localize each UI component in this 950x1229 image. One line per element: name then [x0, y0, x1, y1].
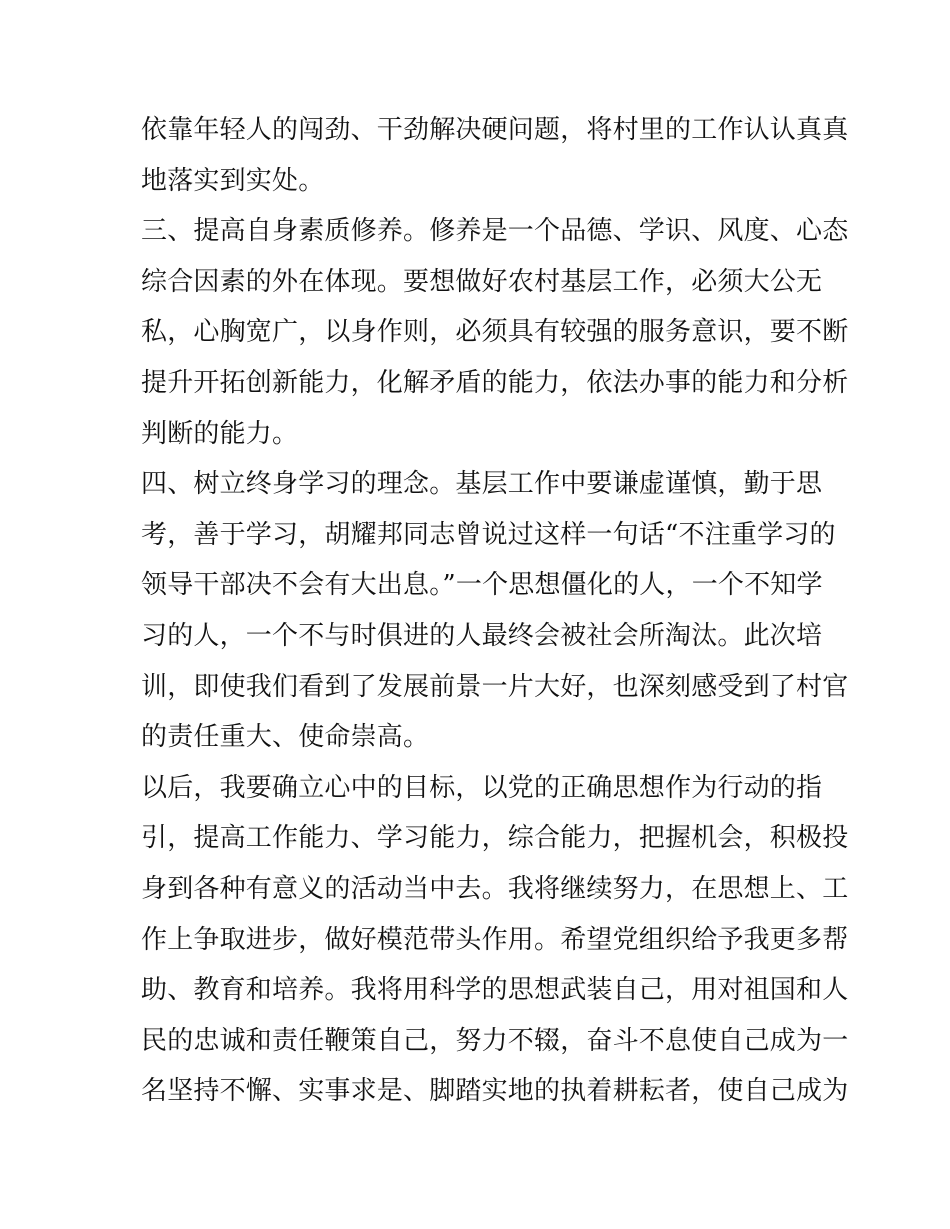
- text-line: 依靠年轻人的闯劲、干劲解决硬问题，将村里的工作认认真真: [141, 115, 849, 145]
- text-line: 身到各种有意义的活动当中去。我将继续努力，在思想上、工: [141, 873, 849, 904]
- text-line: 四、树立终身学习的理念。基层工作中要谦虚谨慎，勤于思: [141, 469, 823, 500]
- text-line: 的责任重大、使命崇高。: [141, 722, 430, 753]
- text-line: 领导干部决不会有大出息。”一个思想僵化的人，一个不知学: [141, 570, 823, 601]
- text-line: 助、教育和培养。我将用科学的思想武装自己，用对祖国和人: [141, 975, 849, 1006]
- text-line: 综合因素的外在体现。要想做好农村基层工作，必须大公无: [141, 266, 823, 297]
- text-line: 地落实到实处。: [141, 165, 325, 196]
- document-body: [141, 105, 849, 1117]
- text-line: 判断的能力。: [141, 418, 299, 449]
- text-line: 民的忠诚和责任鞭策自己，努力不辍，奋斗不息使自己成为一: [141, 1025, 849, 1056]
- text-line: 以后，我要确立心中的目标，以党的正确思想作为行动的指: [141, 772, 823, 803]
- text-line: 三、提高自身素质修养。修养是一个品德、学识、风度、心态: [141, 216, 849, 247]
- text-line: 考，善于学习，胡耀邦同志曾说过这样一句话“不注重学习的: [141, 519, 836, 550]
- text-line: 习的人，一个不与时俱进的人最终会被社会所淘汰。此次培: [141, 620, 823, 651]
- text-line: 引，提高工作能力、学习能力，综合能力，把握机会，积极投: [141, 823, 849, 854]
- text-line: 提升开拓创新能力，化解矛盾的能力，依法办事的能力和分析: [141, 367, 849, 398]
- text-line: 作上争取进步，做好模范带头作用。希望党组织给予我更多帮: [141, 924, 849, 955]
- text-line: 私，心胸宽广，以身作则，必须具有较强的服务意识，要不断: [141, 317, 849, 348]
- text-line: 训，即使我们看到了发展前景一片大好，也深刻感受到了村官: [141, 671, 849, 702]
- text-line: 名坚持不懈、实事求是、脚踏实地的执着耕耘者，使自己成为: [141, 1076, 849, 1107]
